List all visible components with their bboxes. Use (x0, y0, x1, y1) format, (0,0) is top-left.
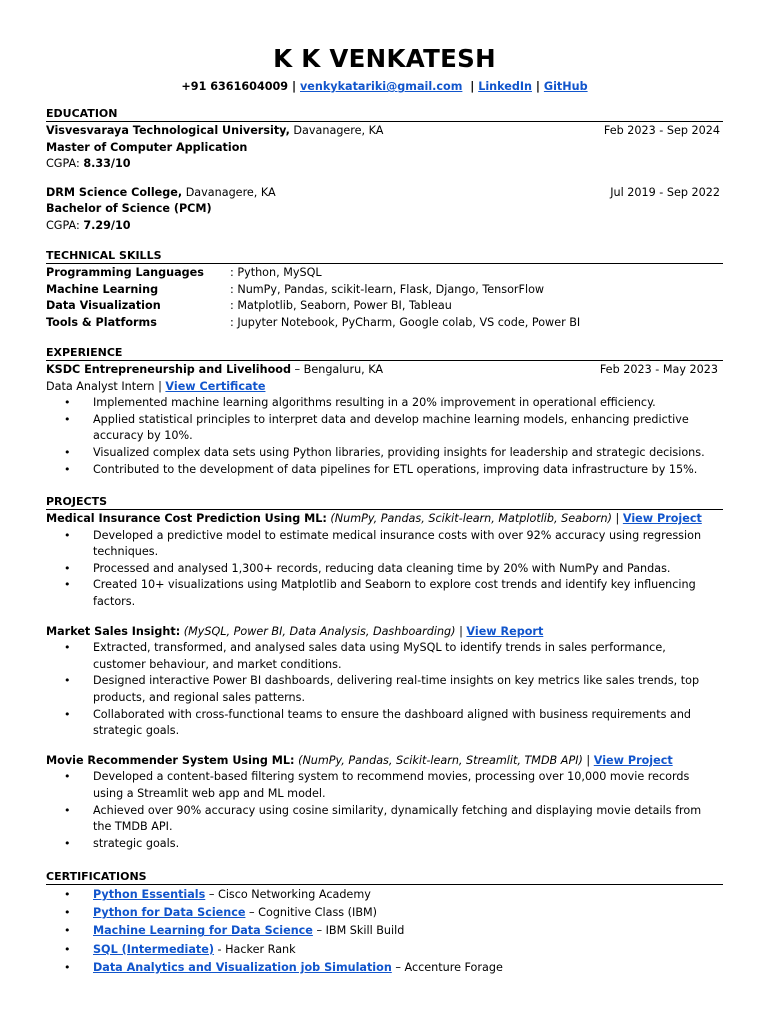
cgpa-value: 8.33/10 (83, 157, 131, 171)
section-title: EXPERIENCE (46, 346, 723, 361)
role-title: Data Analyst Intern (46, 379, 155, 393)
bullet-text: Created 10+ visualizations using Matplotlib and Seaborn to explore cost trends and identify key influencing factors. (93, 578, 696, 608)
certification-link[interactable]: SQL (Intermediate) (93, 942, 214, 956)
role-line (46, 379, 723, 396)
bullet-dot: • (64, 412, 71, 426)
project-header (46, 753, 723, 770)
school-location: Davanagere, KA (293, 124, 384, 137)
skill-label: Data Visualization (46, 299, 161, 313)
list-item (46, 462, 723, 479)
view-report-link[interactable]: View Report (466, 624, 544, 638)
bullet-dot: • (64, 770, 71, 784)
bullet-text: strategic goals. (93, 836, 180, 850)
bullet-text: Implemented machine learning algorithms resulting in a 20% improvement in operational efficiency. (93, 396, 656, 410)
bullet-dot: • (64, 924, 71, 938)
list-item (46, 673, 723, 706)
skill-label: Programming Languages (46, 266, 204, 279)
list-item (46, 640, 723, 673)
bullet-dot: • (64, 396, 71, 410)
spacer (46, 740, 723, 753)
bullet-text: Designed interactive Power BI dashboards, delivering real-time insights on key metrics like sales trends, top products, and regional sales patterns. (93, 674, 700, 704)
project-bullets (46, 640, 723, 740)
bullet-dot: • (64, 707, 71, 721)
experience-section (46, 346, 723, 478)
skill-row (46, 315, 723, 332)
degree: Master of Computer Application (46, 140, 248, 154)
school-location: Davanagere, KA (185, 185, 276, 199)
experience-dates: Feb 2023 - May 2023 (599, 363, 718, 376)
bullet-dot: • (64, 888, 71, 901)
section-title: EDUCATION (46, 107, 723, 122)
skill-value: : Jupyter Notebook, PyCharm, Google colab, VS code, Power BI (230, 315, 581, 329)
linkedin-link[interactable]: LinkedIn (478, 80, 532, 93)
separator: | (154, 379, 166, 393)
skills-section (46, 249, 723, 331)
bullet-dot: • (64, 942, 71, 956)
certification-issuer: – IBM Skill Build (312, 924, 405, 938)
school-name: Visvesvaraya Technological University, (46, 124, 290, 137)
bullet-dot: • (64, 445, 71, 459)
list-item (46, 769, 723, 802)
view-project-link[interactable]: View Project (593, 753, 673, 767)
bullet-text: Contributed to the development of data pipelines for ETL operations, improving data infrastructure by 15%. (93, 462, 698, 476)
skill-value: : Python, MySQL (230, 266, 322, 279)
project-header (46, 624, 723, 641)
skill-label: Tools & Platforms (46, 315, 157, 329)
github-link[interactable]: GitHub (543, 80, 588, 93)
project-tech: (NumPy, Pandas, Scikit-learn, Matplotlib, Seaborn) (330, 512, 612, 525)
project-tech: (MySQL, Power BI, Data Analysis, Dashboarding) (183, 624, 456, 638)
list-item (46, 836, 723, 853)
project-bullets (46, 769, 723, 852)
list-item (46, 707, 723, 740)
separator: | (455, 624, 467, 638)
certification-issuer: – Accenture Forage (391, 960, 503, 974)
education-entry-header (46, 123, 723, 140)
education-section (46, 107, 723, 235)
projects-section (46, 495, 723, 852)
bullet-dot: • (64, 462, 71, 476)
bullet-text: Collaborated with cross-functional teams to ensure the dashboard aligned with business requirements and strategic goals. (93, 707, 692, 738)
list-item (46, 886, 723, 904)
list-item (46, 412, 723, 445)
certification-list (46, 886, 723, 977)
certifications-section (46, 870, 723, 977)
list-item (46, 395, 723, 412)
project-bullets (46, 528, 723, 611)
phone-number: +91 6361604009 (181, 80, 289, 93)
certification-link[interactable]: Data Analytics and Visualization job Simulation (93, 960, 392, 974)
skill-label: Machine Learning (46, 282, 159, 296)
education-dates: Jul 2019 - Sep 2022 (610, 185, 720, 199)
bullet-text: Achieved over 90% accuracy using cosine similarity, dynamically fetching and displaying movie details from the TMDB API. (93, 803, 702, 834)
cgpa-line (46, 156, 723, 173)
cgpa-label: CGPA: (46, 157, 80, 171)
bullet-dot: • (64, 578, 71, 592)
separator: | (611, 512, 623, 525)
list-item (46, 803, 723, 836)
separator: | (582, 753, 594, 767)
cgpa-line (46, 218, 723, 235)
section-title: PROJECTS (46, 495, 723, 510)
project-name: Movie Recommender System Using ML: (46, 753, 295, 767)
skill-row (46, 265, 723, 282)
company-location: – Bengaluru, KA (290, 363, 384, 376)
bullet-dot: • (64, 674, 71, 688)
skill-row (46, 282, 723, 299)
list-item (46, 904, 723, 922)
list-item (46, 445, 723, 462)
certification-link[interactable]: Python Essentials (93, 888, 206, 901)
company-name: KSDC Entrepreneurship and Livelihood (46, 363, 291, 376)
cgpa-label: CGPA: (46, 218, 80, 232)
bullet-text: Applied statistical principles to interpret data and develop machine learning models, enhancing predictive accuracy by 10%. (93, 412, 689, 443)
bullet-dot: • (64, 561, 71, 575)
bullet-text: Developed a predictive model to estimate medical insurance costs with over 92% accuracy using regression techniques. (93, 528, 702, 559)
skill-value: : NumPy, Pandas, scikit-learn, Flask, Django, TensorFlow (230, 282, 545, 296)
project-name: Market Sales Insight: (46, 624, 181, 638)
degree: Bachelor of Science (PCM) (46, 202, 212, 216)
email-link[interactable]: venkykatariki@gmail.com (300, 80, 463, 93)
list-item (46, 922, 723, 940)
list-item (46, 577, 723, 610)
bullet-dot: • (64, 906, 71, 920)
certification-link[interactable]: Python for Data Science (93, 906, 246, 920)
contact-line (46, 80, 723, 93)
bullet-dot: • (64, 836, 71, 850)
bullet-dot: • (64, 803, 71, 817)
list-item (46, 561, 723, 578)
skill-value: : Matplotlib, Seaborn, Power BI, Tableau (230, 299, 452, 313)
separator: | (535, 80, 540, 93)
separator: | (292, 80, 297, 93)
list-item (46, 959, 723, 977)
certification-issuer: - Hacker Rank (213, 942, 296, 956)
bullet-dot: • (64, 641, 71, 655)
bullet-text: Visualized complex data sets using Python libraries, providing insights for leadership and strategic decisions. (93, 445, 705, 459)
view-certificate-link[interactable]: View Certificate (165, 379, 266, 393)
section-title: TECHNICAL SKILLS (46, 249, 723, 264)
bullet-text: Developed a content-based filtering system to recommend movies, processing over 10,000 movie records using a Streamlit web app and ML model. (93, 770, 690, 800)
view-project-link[interactable]: View Project (622, 512, 702, 525)
education-entry-header (46, 185, 723, 202)
bullet-text: Processed and analysed 1,300+ records, reducing data cleaning time by 20% with NumPy and Pandas. (93, 561, 671, 575)
education-dates: Feb 2023 - Sep 2024 (603, 124, 720, 137)
spacer (46, 173, 723, 185)
candidate-name: K K VENKATESH (273, 44, 496, 73)
bullet-dot: • (64, 960, 71, 974)
list-item (46, 528, 723, 561)
cgpa-value: 7.29/10 (83, 218, 131, 232)
project-name: Medical Insurance Cost Prediction Using ML: (46, 512, 327, 525)
certification-issuer: – Cognitive Class (IBM) (245, 906, 378, 920)
bullet-dot: • (64, 528, 71, 542)
spacer (46, 611, 723, 624)
separator: | (470, 80, 475, 93)
list-item (46, 941, 723, 959)
section-title: CERTIFICATIONS (46, 870, 723, 885)
project-tech: (NumPy, Pandas, Scikit-learn, Streamlit, TMDB API) (298, 753, 583, 767)
bullet-text: Extracted, transformed, and analysed sales data using MySQL to identify trends in sales performance, customer behaviour, and market conditions. (93, 641, 666, 671)
school-name: DRM Science College, (46, 185, 183, 199)
project-header (46, 511, 723, 528)
experience-bullets (46, 395, 723, 478)
certification-link[interactable]: Machine Learning for Data Science (93, 924, 313, 938)
experience-header (46, 362, 723, 379)
skill-row (46, 298, 723, 315)
certification-issuer: – Cisco Networking Academy (205, 888, 371, 901)
